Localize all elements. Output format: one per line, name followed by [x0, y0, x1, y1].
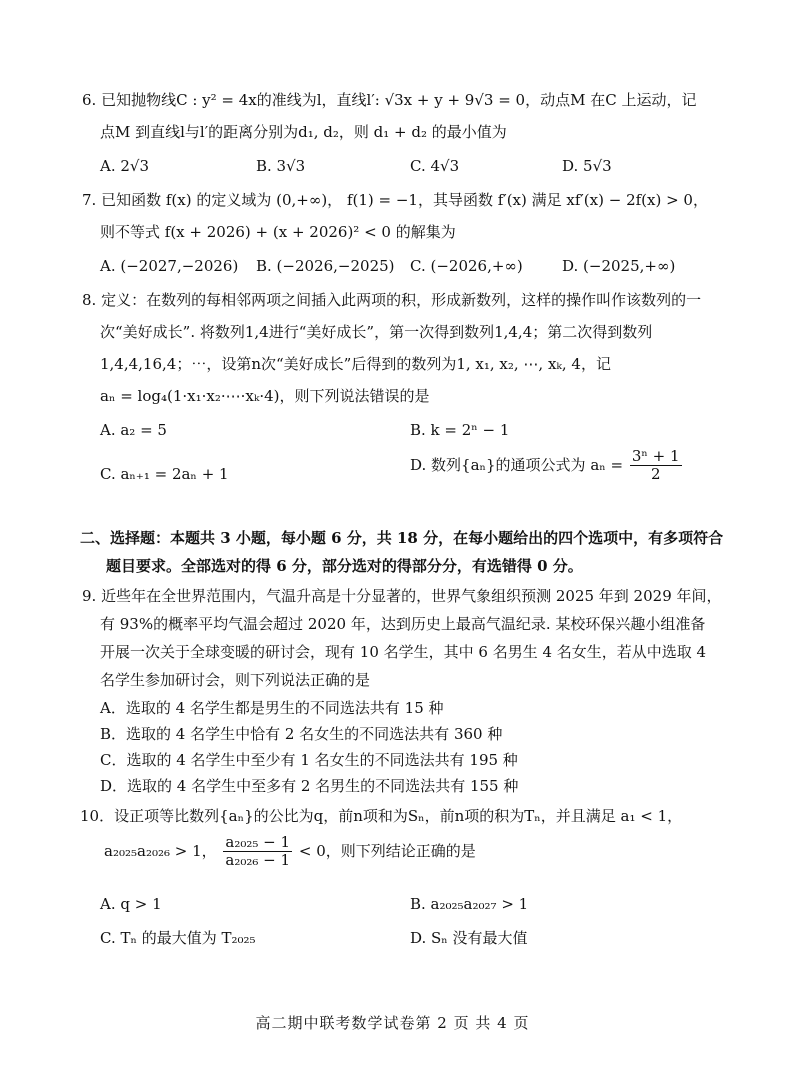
- q8-option-d-denominator: 2: [650, 465, 661, 483]
- q9-option-c: C．选取的 4 名学生中至少有 1 名女生的不同选法共有 195 种: [100, 751, 518, 769]
- q9-line2: 有 93%的概率平均气温会超过 2020 年，达到历史上最高气温纪录. 某校环保兴趣小组准备: [100, 615, 706, 633]
- q8-option-d: [410, 448, 684, 483]
- q8-option-d-numerator: 3ⁿ + 1: [631, 447, 680, 465]
- q7-line1: 7. 已知函数 f(x) 的定义域为 (0,+∞)， f(1) = −1，其导函数 f′(x) 满足 xf′(x) − 2f(x) > 0，: [82, 191, 708, 209]
- q8-line2: 次“美好成长”. 将数列1,4进行“美好成长”，第一次得到数列1,4,4；第二次得到数列: [100, 323, 653, 341]
- q10-line1: 10．设正项等比数列{aₙ}的公比为q，前n项和为Sₙ，前n项的积为Tₙ，并且满足 a₁ < 1，: [80, 807, 683, 825]
- q6-option-c: C. 4√3: [410, 157, 460, 175]
- q8-option-d-prefix: D. 数列{aₙ}的通项公式为 aₙ =: [410, 456, 624, 474]
- q6-option-a: A. 2√3: [100, 157, 150, 175]
- q10-line2-suffix: < 0，则下列结论正确的是: [298, 842, 476, 860]
- q8-option-a: A. a₂ = 5: [100, 421, 167, 439]
- q6-option-d: D. 5√3: [562, 157, 612, 175]
- q10-option-a: A. q > 1: [100, 895, 162, 913]
- q6-option-b: B. 3√3: [256, 157, 306, 175]
- q8-option-b: B. k = 2ⁿ − 1: [410, 421, 510, 439]
- section-2-line1: 二、选择题：本题共 3 小题，每小题 6 分，共 18 分，在每小题给出的四个选项中，有多项符合: [80, 529, 724, 547]
- q8-option-d-fraction: [630, 448, 682, 483]
- q8-line3: 1,4,4,16,4；⋯，设第n次“美好成长”后得到的数列为1, x₁, x₂, ⋯, xₖ, 4，记: [100, 355, 611, 373]
- q8-line1: 8. 定义：在数列的每相邻两项之间插入此两项的积，形成新数列，这样的操作叫作该数列的一: [82, 291, 702, 309]
- q10-option-d: D. Sₙ 没有最大值: [410, 929, 528, 947]
- q10-option-c: C. Tₙ 的最大值为 T₂₀₂₅: [100, 929, 256, 947]
- q9-line1: 9. 近些年在全世界范围内，气温升高是十分显著的，世界气象组织预测 2025 年到 2029 年间，: [82, 587, 722, 605]
- q6-line1: 6. 已知抛物线C : y² = 4x的准线为l，直线l′: √3x + y + 9√3 = 0，动点M 在C 上运动，记: [82, 91, 697, 109]
- q6-line2: 点M 到直线l与l′的距离分别为d₁, d₂，则 d₁ + d₂ 的最小值为: [100, 123, 507, 141]
- q7-line2: 则不等式 f(x + 2026) + (x + 2026)² < 0 的解集为: [100, 223, 456, 241]
- q8-option-c: C. aₙ₊₁ = 2aₙ + 1: [100, 465, 229, 483]
- q10-line2-prefix: a₂₀₂₅a₂₀₂₆ > 1，: [104, 842, 217, 860]
- section-2-line2: 题目要求。全部选对的得 6 分，部分选对的得部分分，有选错得 0 分。: [106, 557, 583, 575]
- q9-line3: 开展一次关于全球变暖的研讨会，现有 10 名学生，其中 6 名男生 4 名女生，若从中选取 4: [100, 643, 707, 661]
- q10-line2: [104, 834, 476, 869]
- q10-option-b: B. a₂₀₂₅a₂₀₂₇ > 1: [410, 895, 529, 913]
- q9-option-a: A．选取的 4 名学生都是男生的不同选法共有 15 种: [100, 699, 444, 717]
- q8-line4: aₙ = log₄(1·x₁·x₂·⋯·xₖ·4)，则下列说法错误的是: [100, 387, 430, 405]
- q9-line4: 名学生参加研讨会，则下列说法正确的是: [100, 671, 371, 689]
- q7-option-a: A. (−2027,−2026): [100, 257, 239, 275]
- q10-line2-numerator: a₂₀₂₅ − 1: [225, 833, 291, 851]
- q7-option-b: B. (−2026,−2025): [256, 257, 395, 275]
- q9-option-d: D．选取的 4 名学生中至多有 2 名男生的不同选法共有 155 种: [100, 777, 519, 795]
- q7-option-d: D. (−2025,+∞): [562, 257, 676, 275]
- q10-line2-denominator: a₂₀₂₆ − 1: [225, 851, 291, 869]
- q10-line2-fraction: [223, 834, 292, 869]
- page-footer: 高二期中联考数学试卷第 2 页 共 4 页: [255, 1014, 530, 1032]
- q9-option-b: B．选取的 4 名学生中恰有 2 名女生的不同选法共有 360 种: [100, 725, 503, 743]
- q7-option-c: C. (−2026,+∞): [410, 257, 523, 275]
